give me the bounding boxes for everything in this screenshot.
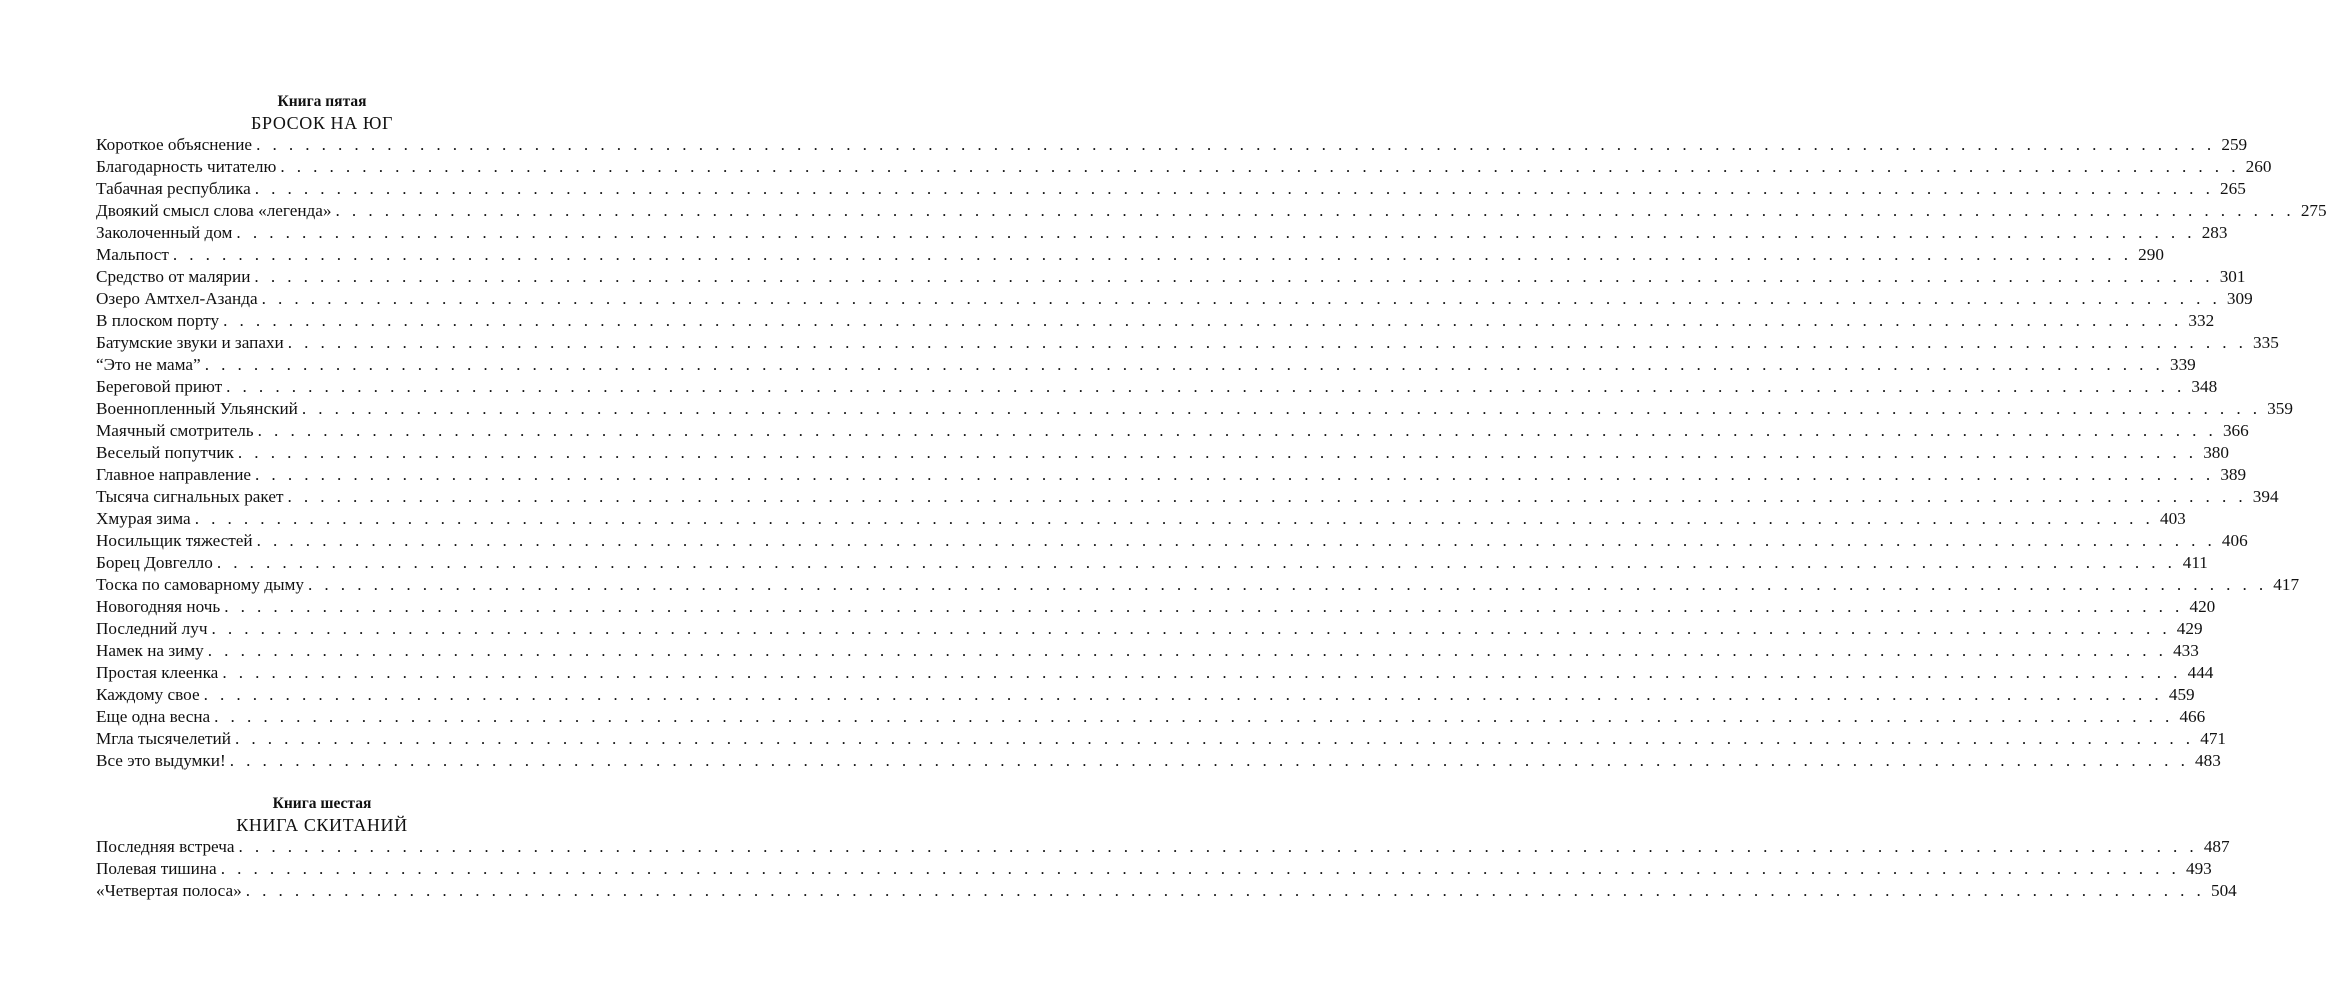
entry-title: Благодарность читателю: [96, 157, 277, 176]
entry-page-number: 471: [2200, 729, 2227, 748]
book-label: Книга шестая: [272, 795, 372, 812]
entry-page-number: 301: [2219, 267, 2246, 286]
entry-title: Мальпост: [96, 245, 169, 264]
entry-page-number: 283: [2201, 223, 2228, 242]
dot-leader: . . . . . . . . . . . . . . . . . . . . . . . . . . . . . . . . . . . . . . . . . . . . . . . . . . . . . . . . . . . . . . . . . . . . . . . . . . . . . . . . . . . . . . . . . . . . . . . . . . . . . . . . . . . . . . . . . . . . . . . .: [226, 377, 2186, 396]
toc-entry: [96, 332, 2279, 354]
toc-entry: [96, 200, 2327, 222]
toc-entry: [96, 244, 2164, 266]
entry-title: Озеро Амтхел-Азанда: [96, 289, 258, 308]
entry-title: Средство от малярии: [96, 267, 251, 286]
toc-list: [96, 836, 2237, 902]
entry-page-number: 348: [2191, 377, 2218, 396]
dot-leader: . . . . . . . . . . . . . . . . . . . . . . . . . . . . . . . . . . . . . . . . . . . . . . . . . . . . . . . . . . . . . . . . . . . . . . . . . . . . . . . . . . . . . . . . . . . . . . . . . . . . . . . . . . . . . . . . . . . . . . . .: [308, 575, 2268, 594]
entry-page-number: 359: [2267, 399, 2293, 418]
entry-page-number: 275: [2300, 201, 2327, 220]
dot-leader: . . . . . . . . . . . . . . . . . . . . . . . . . . . . . . . . . . . . . . . . . . . . . . . . . . . . . . . . . . . . . . . . . . . . . . . . . . . . . . . . . . . . . . . . . . . . . . . . . . . . . . . . . . . . . . . . . . . . . . . .: [254, 179, 2214, 198]
dot-leader: . . . . . . . . . . . . . . . . . . . . . . . . . . . . . . . . . . . . . . . . . . . . . . . . . . . . . . . . . . . . . . . . . . . . . . . . . . . . . . . . . . . . . . . . . . . . . . . . . . . . . . . . . . . . . . . . . . . . . . . .: [256, 531, 2216, 550]
book-section: [96, 92, 2327, 772]
entry-title: Тысяча сигнальных ракет: [96, 487, 284, 506]
entry-page-number: 411: [2182, 553, 2208, 572]
entry-page-number: 394: [2252, 487, 2279, 506]
toc-entry: [96, 552, 2208, 574]
toc-entry: [96, 596, 2216, 618]
dot-leader: . . . . . . . . . . . . . . . . . . . . . . . . . . . . . . . . . . . . . . . . . . . . . . . . . . . . . . . . . . . . . . . . . . . . . . . . . . . . . . . . . . . . . . . . . . . . . . . . . . . . . . . . . . . . . . . . . . . . . . . .: [261, 289, 2221, 308]
entry-page-number: 429: [2176, 619, 2203, 638]
dot-leader: . . . . . . . . . . . . . . . . . . . . . . . . . . . . . . . . . . . . . . . . . . . . . . . . . . . . . . . . . . . . . . . . . . . . . . . . . . . . . . . . . . . . . . . . . . . . . . . . . . . . . . . . . . . . . . . . . . . . . . . .: [204, 355, 2164, 374]
book-title: КНИГА СКИТАНИЙ: [236, 815, 408, 835]
entry-page-number: 466: [2179, 707, 2206, 726]
dot-leader: . . . . . . . . . . . . . . . . . . . . . . . . . . . . . . . . . . . . . . . . . . . . . . . . . . . . . . . . . . . . . . . . . . . . . . . . . . . . . . . . . . . . . . . . . . . . . . . . . . . . . . . . . . . . . . . . . . . . . . . .: [245, 881, 2205, 900]
entry-page-number: 487: [2203, 837, 2230, 856]
entry-title: Простая клеенка: [96, 663, 219, 682]
dot-leader: . . . . . . . . . . . . . . . . . . . . . . . . . . . . . . . . . . . . . . . . . . . . . . . . . . . . . . . . . . . . . . . . . . . . . . . . . . . . . . . . . . . . . . . . . . . . . . . . . . . . . . . . . . . . . . . . . . . . . . . .: [214, 707, 2174, 726]
entry-page-number: 339: [2169, 355, 2196, 374]
entry-title: Главное направление: [96, 465, 252, 484]
book-header: [96, 794, 548, 836]
entry-page-number: 433: [2173, 641, 2199, 660]
dot-leader: . . . . . . . . . . . . . . . . . . . . . . . . . . . . . . . . . . . . . . . . . . . . . . . . . . . . . . . . . . . . . . . . . . . . . . . . . . . . . . . . . . . . . . . . . . . . . . . . . . . . . . . . . . . . . . . . . . . . . . . .: [229, 751, 2189, 770]
toc-entry: [96, 420, 2249, 442]
dot-leader: . . . . . . . . . . . . . . . . . . . . . . . . . . . . . . . . . . . . . . . . . . . . . . . . . . . . . . . . . . . . . . . . . . . . . . . . . . . . . . . . . . . . . . . . . . . . . . . . . . . . . . . . . . . . . . . . . . . . . . . .: [223, 311, 2183, 330]
toc-entry: [96, 376, 2218, 398]
entry-page-number: 332: [2188, 311, 2215, 330]
toc-list: [96, 134, 2327, 772]
entry-page-number: 260: [2245, 157, 2272, 176]
entry-page-number: 335: [2253, 333, 2279, 352]
entry-title: «Четвертая полоса»: [96, 881, 242, 900]
dot-leader: . . . . . . . . . . . . . . . . . . . . . . . . . . . . . . . . . . . . . . . . . . . . . . . . . . . . . . . . . . . . . . . . . . . . . . . . . . . . . . . . . . . . . . . . . . . . . . . . . . . . . . . . . . . . . . . . . . . . . . . .: [335, 201, 2295, 220]
entry-page-number: 483: [2195, 751, 2221, 770]
toc-entry: [96, 442, 2229, 464]
dot-leader: . . . . . . . . . . . . . . . . . . . . . . . . . . . . . . . . . . . . . . . . . . . . . . . . . . . . . . . . . . . . . . . . . . . . . . . . . . . . . . . . . . . . . . . . . . . . . . . . . . . . . . . . . . . . . . . . . . . . . . . .: [301, 399, 2261, 418]
section-divider: [96, 772, 548, 794]
entry-title: Батумские звуки и запахи: [96, 333, 284, 352]
toc-entry: [96, 486, 2279, 508]
dot-leader: . . . . . . . . . . . . . . . . . . . . . . . . . . . . . . . . . . . . . . . . . . . . . . . . . . . . . . . . . . . . . . . . . . . . . . . . . . . . . . . . . . . . . . . . . . . . . . . . . . . . . . . . . . . . . . . . . . . . . . . .: [234, 729, 2195, 748]
toc-entry: [96, 618, 2203, 640]
dot-leader: . . . . . . . . . . . . . . . . . . . . . . . . . . . . . . . . . . . . . . . . . . . . . . . . . . . . . . . . . . . . . . . . . . . . . . . . . . . . . . . . . . . . . . . . . . . . . . . . . . . . . . . . . . . . . . . . . . . . . . . .: [287, 487, 2247, 506]
entry-title: Береговой приют: [96, 377, 223, 396]
entry-title: Мгла тысячелетий: [96, 729, 231, 748]
entry-title: Новогодняя ночь: [96, 597, 221, 616]
dot-leader: . . . . . . . . . . . . . . . . . . . . . . . . . . . . . . . . . . . . . . . . . . . . . . . . . . . . . . . . . . . . . . . . . . . . . . . . . . . . . . . . . . . . . . . . . . . . . . . . . . . . . . . . . . . . . . . . . . . . . . . .: [224, 597, 2184, 616]
entry-page-number: 420: [2189, 597, 2216, 616]
entry-title: “Это не мама”: [96, 355, 201, 374]
book-section: [96, 794, 2237, 902]
entry-title: Носильщик тяжестей: [96, 531, 253, 550]
entry-page-number: 309: [2226, 289, 2253, 308]
toc-entry: [96, 464, 2247, 486]
entry-page-number: 493: [2185, 859, 2212, 878]
entry-page-number: 380: [2203, 443, 2229, 462]
toc-entry: [96, 684, 2195, 706]
toc-entry: [96, 640, 2199, 662]
dot-leader: . . . . . . . . . . . . . . . . . . . . . . . . . . . . . . . . . . . . . . . . . . . . . . . . . . . . . . . . . . . . . . . . . . . . . . . . . . . . . . . . . . . . . . . . . . . . . . . . . . . . . . . . . . . . . . . . . . . . . . . .: [236, 223, 2196, 242]
book-header: [96, 92, 548, 134]
toc-entry: [96, 530, 2248, 552]
entry-title: Тоска по самоварному дыму: [96, 575, 305, 594]
entry-page-number: 406: [2221, 531, 2248, 550]
entry-page-number: 459: [2168, 685, 2195, 704]
dot-leader: . . . . . . . . . . . . . . . . . . . . . . . . . . . . . . . . . . . . . . . . . . . . . . . . . . . . . . . . . . . . . . . . . . . . . . . . . . . . . . . . . . . . . . . . . . . . . . . . . . . . . . . . . . . . . . . . . . . . . . . .: [216, 553, 2176, 572]
dot-leader: . . . . . . . . . . . . . . . . . . . . . . . . . . . . . . . . . . . . . . . . . . . . . . . . . . . . . . . . . . . . . . . . . . . . . . . . . . . . . . . . . . . . . . . . . . . . . . . . . . . . . . . . . . . . . . . . . . . . . . . .: [254, 267, 2214, 286]
dot-leader: . . . . . . . . . . . . . . . . . . . . . . . . . . . . . . . . . . . . . . . . . . . . . . . . . . . . . . . . . . . . . . . . . . . . . . . . . . . . . . . . . . . . . . . . . . . . . . . . . . . . . . . . . . . . . . . . . . . . . . . .: [222, 663, 2182, 682]
dot-leader: . . . . . . . . . . . . . . . . . . . . . . . . . . . . . . . . . . . . . . . . . . . . . . . . . . . . . . . . . . . . . . . . . . . . . . . . . . . . . . . . . . . . . . . . . . . . . . . . . . . . . . . . . . . . . . . . . . . . . . . .: [237, 443, 2197, 462]
entry-page-number: 389: [2220, 465, 2247, 484]
toc-entry: [96, 706, 2206, 728]
entry-page-number: 366: [2222, 421, 2249, 440]
toc-entry: [96, 354, 2196, 376]
entry-title: Заколоченный дом: [96, 223, 233, 242]
entry-title: Последний луч: [96, 619, 208, 638]
toc-entry: [96, 222, 2228, 244]
entry-page-number: 259: [2221, 135, 2248, 154]
entry-title: Веселый попутчик: [96, 443, 234, 462]
toc-entry: [96, 288, 2253, 310]
entry-page-number: 504: [2210, 881, 2237, 900]
dot-leader: . . . . . . . . . . . . . . . . . . . . . . . . . . . . . . . . . . . . . . . . . . . . . . . . . . . . . . . . . . . . . . . . . . . . . . . . . . . . . . . . . . . . . . . . . . . . . . . . . . . . . . . . . . . . . . . . . . . . . . . .: [257, 421, 2217, 440]
dot-leader: . . . . . . . . . . . . . . . . . . . . . . . . . . . . . . . . . . . . . . . . . . . . . . . . . . . . . . . . . . . . . . . . . . . . . . . . . . . . . . . . . . . . . . . . . . . . . . . . . . . . . . . . . . . . . . . . . . . . . . . .: [238, 837, 2198, 856]
toc-entry: [96, 728, 2227, 750]
toc-entry: [96, 836, 2230, 858]
dot-leader: . . . . . . . . . . . . . . . . . . . . . . . . . . . . . . . . . . . . . . . . . . . . . . . . . . . . . . . . . . . . . . . . . . . . . . . . . . . . . . . . . . . . . . . . . . . . . . . . . . . . . . . . . . . . . . . . . . . . . . . .: [194, 509, 2154, 528]
entry-title: Военнопленный Ульянский: [96, 399, 298, 418]
entry-title: Каждому свое: [96, 685, 200, 704]
entry-title: Короткое объяснение: [96, 135, 253, 154]
entry-page-number: 444: [2187, 663, 2214, 682]
toc-entry: [96, 156, 2272, 178]
dot-leader: . . . . . . . . . . . . . . . . . . . . . . . . . . . . . . . . . . . . . . . . . . . . . . . . . . . . . . . . . . . . . . . . . . . . . . . . . . . . . . . . . . . . . . . . . . . . . . . . . . . . . . . . . . . . . . . . . . . . . . . .: [287, 333, 2247, 352]
dot-leader: . . . . . . . . . . . . . . . . . . . . . . . . . . . . . . . . . . . . . . . . . . . . . . . . . . . . . . . . . . . . . . . . . . . . . . . . . . . . . . . . . . . . . . . . . . . . . . . . . . . . . . . . . . . . . . . . . . . . . . . .: [280, 157, 2240, 176]
toc-entry: [96, 178, 2246, 200]
entry-title: Все это выдумки!: [96, 751, 226, 770]
toc-entry: [96, 398, 2293, 420]
toc-entry: [96, 508, 2186, 530]
entry-title: Полевая тишина: [96, 859, 217, 878]
toc-entry: [96, 266, 2246, 288]
entry-title: Еще одна весна: [96, 707, 211, 726]
toc-entry: [96, 134, 2248, 156]
dot-leader: . . . . . . . . . . . . . . . . . . . . . . . . . . . . . . . . . . . . . . . . . . . . . . . . . . . . . . . . . . . . . . . . . . . . . . . . . . . . . . . . . . . . . . . . . . . . . . . . . . . . . . . . . . . . . . . . . . . . . . . .: [255, 465, 2215, 484]
dot-leader: . . . . . . . . . . . . . . . . . . . . . . . . . . . . . . . . . . . . . . . . . . . . . . . . . . . . . . . . . . . . . . . . . . . . . . . . . . . . . . . . . . . . . . . . . . . . . . . . . . . . . . . . . . . . . . . . . . . . . . . .: [172, 245, 2132, 264]
entry-title: Намек на зиму: [96, 641, 204, 660]
entry-page-number: 417: [2273, 575, 2300, 594]
dot-leader: . . . . . . . . . . . . . . . . . . . . . . . . . . . . . . . . . . . . . . . . . . . . . . . . . . . . . . . . . . . . . . . . . . . . . . . . . . . . . . . . . . . . . . . . . . . . . . . . . . . . . . . . . . . . . . . . . . . . . . . .: [207, 641, 2167, 660]
entry-page-number: 290: [2138, 245, 2164, 264]
dot-leader: . . . . . . . . . . . . . . . . . . . . . . . . . . . . . . . . . . . . . . . . . . . . . . . . . . . . . . . . . . . . . . . . . . . . . . . . . . . . . . . . . . . . . . . . . . . . . . . . . . . . . . . . . . . . . . . . . . . . . . . .: [203, 685, 2163, 704]
entry-title: Последняя встреча: [96, 837, 235, 856]
dot-leader: . . . . . . . . . . . . . . . . . . . . . . . . . . . . . . . . . . . . . . . . . . . . . . . . . . . . . . . . . . . . . . . . . . . . . . . . . . . . . . . . . . . . . . . . . . . . . . . . . . . . . . . . . . . . . . . . . . . . . . . .: [211, 619, 2171, 638]
book-title: БРОСОК НА ЮГ: [251, 113, 393, 133]
toc-entry: [96, 574, 2300, 596]
toc-entry: [96, 750, 2221, 772]
entry-title: В плоском порту: [96, 311, 220, 330]
entry-title: Маячный смотритель: [96, 421, 254, 440]
entry-page-number: 403: [2159, 509, 2186, 528]
entry-title: Двоякий смысл слова «легенда»: [96, 201, 332, 220]
toc-entry: [96, 662, 2214, 684]
dot-leader: . . . . . . . . . . . . . . . . . . . . . . . . . . . . . . . . . . . . . . . . . . . . . . . . . . . . . . . . . . . . . . . . . . . . . . . . . . . . . . . . . . . . . . . . . . . . . . . . . . . . . . . . . . . . . . . . . . . . . . . .: [256, 135, 2216, 154]
entry-title: Борец Довгелло: [96, 553, 213, 572]
table-of-contents: [96, 92, 2327, 902]
toc-entry: [96, 310, 2215, 332]
entry-title: Хмурая зима: [96, 509, 191, 528]
toc-entry: [96, 858, 2212, 880]
book-label: Книга пятая: [277, 93, 367, 110]
dot-leader: . . . . . . . . . . . . . . . . . . . . . . . . . . . . . . . . . . . . . . . . . . . . . . . . . . . . . . . . . . . . . . . . . . . . . . . . . . . . . . . . . . . . . . . . . . . . . . . . . . . . . . . . . . . . . . . . . . . . . . . .: [220, 859, 2180, 878]
entry-title: Табачная республика: [96, 179, 251, 198]
entry-page-number: 265: [2220, 179, 2246, 198]
toc-entry: [96, 880, 2237, 902]
